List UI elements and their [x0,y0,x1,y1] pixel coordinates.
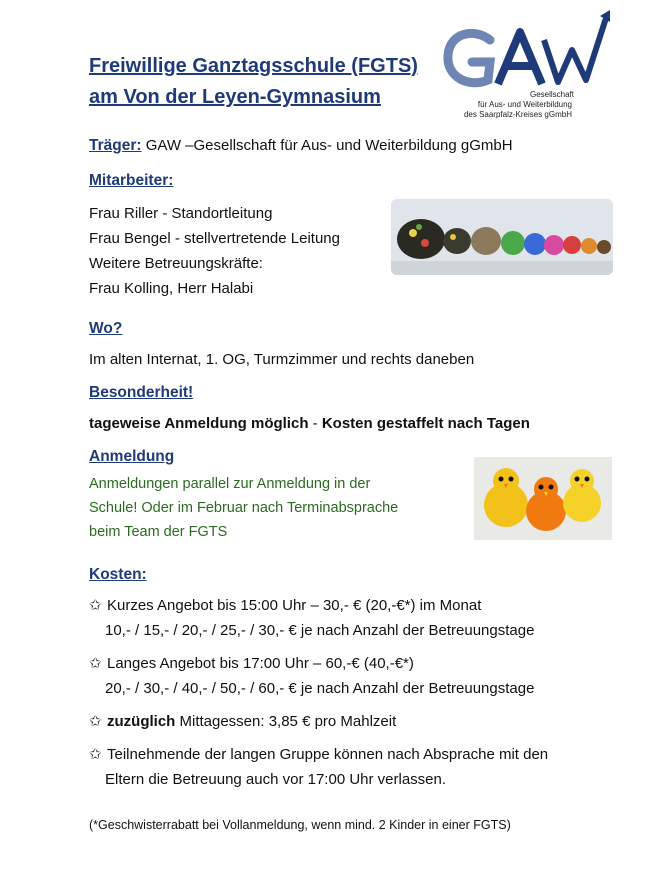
kosten-item-line: Teilnehmende der langen Gruppe können nach Absprache mit den [107,746,549,763]
anmeldung-line: Schule! Oder im Februar nach Terminabsprache [89,500,399,516]
clay-figures-photo [391,199,613,275]
star-icon: ✩ [89,655,102,672]
anmeldung-line: Anmeldungen parallel zur Anmeldung in der [89,476,371,492]
kosten-item-mittagessen [89,709,396,734]
mitarbeiter-line: Frau Bengel - stellvertretende Leitung [89,230,340,247]
besonderheit-text [89,411,530,436]
star-icon: ✩ [89,713,102,730]
logo-letter-a [498,32,542,84]
kosten-item-line: 10,- / 15,- / 20,- / 25,- / 30,- € je nach Anzahl der Betreuungstage [105,622,535,639]
besonderheit-separator: - [308,415,322,432]
kosten-item-bold: zuzüglich [107,713,176,730]
mitarbeiter-line: Weitere Betreuungskräfte: [89,255,263,272]
logo-caption-line-1: Gesellschaft [529,90,574,99]
logo-caption-line-2: für Aus- und Weiterbildung [477,100,572,109]
wo-heading: Wo? [89,320,123,337]
anmeldung-line: beim Team der FGTS [89,524,228,540]
star-icon: ✩ [89,746,102,763]
mitarbeiter-line: Frau Kolling, Herr Halabi [89,280,254,297]
kosten-item-line: Langes Angebot bis 17:00 Uhr – 60,-€ (40,-€*) [107,655,414,672]
anmeldung-text [89,472,398,544]
kosten-item-line: 20,- / 30,- / 40,- / 50,- / 60,- € je nach Anzahl der Betreuungstage [105,680,535,697]
title-line-2: am Von der Leyen-Gymnasium [89,86,381,108]
traeger-heading: Träger: [89,137,142,154]
logo-caption-line-3: des Saarpfalz-Kreises gGmbH [463,110,572,119]
title-line-1: Freiwillige Ganztagsschule (FGTS) [89,55,418,77]
besonderheit-part-1: tageweise Anmeldung möglich [89,415,309,432]
mitarbeiter-heading: Mitarbeiter: [89,172,174,189]
page-title [89,51,418,113]
kosten-item-line: Mittagessen: 3,85 € pro Mahlzeit [175,713,397,730]
logo-caption [440,90,572,120]
besonderheit-part-2: Kosten gestaffelt nach Tagen [321,415,530,432]
kosten-item-kurzes-angebot [89,593,534,643]
kosten-item-line: Eltern die Betreuung auch vor 17:00 Uhr verlassen. [105,771,447,788]
traeger-text: GAW –Gesellschaft für Aus- und Weiterbildung gGmbH [141,137,513,154]
besonderheit-heading: Besonderheit! [89,384,194,401]
kosten-item-line: Kurzes Angebot bis 15:00 Uhr – 30,- € (20,-€*) im Monat [107,597,482,614]
mitarbeiter-list [89,201,340,301]
logo-letter-g [448,33,490,82]
kosten-item-langes-angebot [89,651,534,701]
logo-letter-w [544,18,606,82]
kosten-heading: Kosten: [89,566,147,583]
wo-text: Im alten Internat, 1. OG, Turmzimmer und rechts daneben [89,351,475,368]
footnote: (*Geschwisterrabatt bei Vollanmeldung, wenn mind. 2 Kinder in einer FGTS) [89,818,511,832]
kosten-item-teilnehmende [89,742,548,792]
anmeldung-heading: Anmeldung [89,448,175,465]
star-icon: ✩ [89,597,102,614]
traeger-section [89,133,513,158]
mitarbeiter-line: Frau Riller - Standortleitung [89,205,273,222]
pompom-chicks-photo [474,457,612,540]
